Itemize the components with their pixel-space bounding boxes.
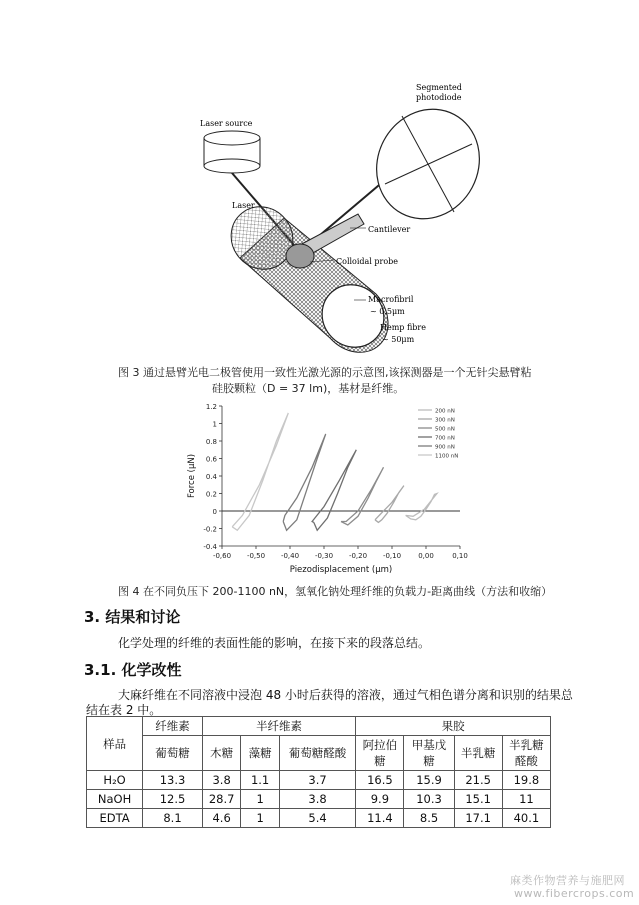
- figure-3-caption-line-2: 硅胶颗粒（D = 37 lm)，基材是纤维。: [212, 382, 405, 395]
- table-cell: 21.5: [454, 771, 502, 790]
- x-tick-label: -0,50: [246, 552, 266, 560]
- x-tick-label: -0,40: [280, 552, 300, 560]
- photodiode-label-2: photodiode: [416, 93, 462, 102]
- table-cell: 12.5: [143, 790, 203, 809]
- table-cell: 8.1: [143, 809, 203, 828]
- y-tick-label: 0: [212, 508, 217, 516]
- group-header-hemicellulose: 半纤维素: [202, 717, 355, 736]
- table-cell: 11.4: [356, 809, 404, 828]
- subheader-cell: 阿拉伯糖: [356, 736, 404, 771]
- series-line: [375, 486, 404, 523]
- laser-label: Laser: [232, 201, 255, 210]
- x-tick-label: -0,30: [314, 552, 334, 560]
- section-3-1-heading: 3.1. 化学改性: [84, 661, 182, 679]
- subheader-cell: 藻糖: [241, 736, 279, 771]
- y-tick-label: -0.4: [203, 543, 217, 551]
- row-label: H₂O: [87, 771, 143, 790]
- table-subheader-row: [87, 736, 551, 771]
- y-tick-label: 1: [212, 420, 217, 429]
- table-row: [87, 790, 551, 809]
- watermark-line-1: 麻类作物营养与施肥网: [510, 874, 625, 887]
- table-cell: 19.8: [502, 771, 550, 790]
- laser-source-label: Laser source: [200, 119, 253, 128]
- section-3-1-paragraph-line-1: 大麻纤维在不同溶液中浸泡 48 小时后获得的溶液，通过气相色谱分离和识别的结果总: [118, 688, 573, 702]
- figure-4-chart: [168, 398, 478, 576]
- table-cell: 3.7: [279, 771, 356, 790]
- table-cell: 4.6: [202, 809, 241, 828]
- y-tick-label: 0.2: [205, 490, 217, 499]
- table-2: [86, 716, 551, 828]
- watermark-line-2: www.fibercrops.com: [514, 887, 635, 900]
- subheader-cell: 半乳糖: [454, 736, 502, 771]
- figure-3-schematic: [180, 68, 480, 358]
- y-axis-label: Force (μN): [187, 453, 197, 499]
- y-tick-label: 1.2: [205, 403, 217, 411]
- group-header-pectin: 果胶: [356, 717, 551, 736]
- photodiode-icon: [358, 91, 480, 237]
- table-cell: 8.5: [404, 809, 454, 828]
- legend-label: 700 nN: [435, 435, 455, 442]
- photodiode-label-1: Segmented: [416, 83, 462, 92]
- subheader-cell: 半乳糖醛酸: [502, 736, 550, 771]
- laser-source-icon: [204, 131, 260, 173]
- macrofibril-size: ~ 0.5μm: [370, 307, 405, 316]
- x-tick-label: -0,60: [212, 552, 232, 560]
- y-tick-label: 0.4: [205, 473, 217, 481]
- figure-3-caption-line-1: 图 3 通过悬臂光电二极管使用一致性光激光源的示意图,该探测器是一个无针尖悬臂粘: [118, 366, 532, 379]
- table-header-row: [87, 717, 551, 736]
- legend-label: 200 nN: [435, 408, 455, 415]
- subheader-cell: 木糖: [202, 736, 241, 771]
- x-tick-label: -0,20: [348, 552, 368, 560]
- x-tick-label: 0,10: [452, 552, 468, 560]
- sample-header: 样品: [87, 717, 143, 771]
- group-header-cellulose: 纤维素: [143, 717, 203, 736]
- table-cell: 16.5: [356, 771, 404, 790]
- legend-label: 1100 nN: [435, 453, 459, 460]
- y-tick-label: -0.2: [203, 525, 217, 534]
- table-row: [87, 771, 551, 790]
- table-cell: 9.9: [356, 790, 404, 809]
- hemp-fibre-label: Hemp fibre: [380, 323, 426, 332]
- table-cell: 5.4: [279, 809, 356, 828]
- table-cell: 40.1: [502, 809, 550, 828]
- table-cell: 15.1: [454, 790, 502, 809]
- legend-label: 900 nN: [435, 444, 455, 451]
- table-cell: 3.8: [279, 790, 356, 809]
- subheader-cell: 葡萄糖: [143, 736, 203, 771]
- section-3-paragraph: 化学处理的纤维的表面性能的影响，在接下来的段落总结。: [118, 636, 431, 650]
- table-cell: 1: [241, 790, 279, 809]
- macrofibril-label: Macrofibril: [368, 295, 414, 304]
- series-line: [341, 467, 384, 525]
- series-line: [283, 434, 326, 530]
- colloidal-probe-label: Colloidal probe: [336, 257, 399, 266]
- section-3-1-paragraph-line-2: 结在表 2 中。: [86, 703, 162, 717]
- y-tick-label: 0.8: [205, 438, 217, 446]
- cantilever-label: Cantilever: [368, 225, 411, 234]
- x-axis-label: Piezodisplacement (μm): [289, 565, 393, 575]
- table-cell: 28.7: [202, 790, 241, 809]
- legend-label: 500 nN: [435, 426, 455, 433]
- section-3-heading: 3. 结果和讨论: [84, 608, 181, 626]
- table-cell: 1: [241, 809, 279, 828]
- colloidal-probe-icon: [286, 244, 314, 268]
- table-cell: 3.8: [202, 771, 241, 790]
- row-label: NaOH: [87, 790, 143, 809]
- table-cell: 13.3: [143, 771, 203, 790]
- table-cell: 10.3: [404, 790, 454, 809]
- table-cell: 17.1: [454, 809, 502, 828]
- subheader-cell: 葡萄糖醛酸: [279, 736, 356, 771]
- figure-4-caption: 图 4 在不同负压下 200-1100 nN，氢氧化钠处理纤维的负载力-距离曲线（方法和收缩）: [118, 585, 553, 598]
- table-cell: 1.1: [241, 771, 279, 790]
- series-line: [406, 494, 437, 520]
- x-tick-label: 0,00: [418, 552, 434, 560]
- hemp-fibre-size: ~ 50μm: [382, 335, 415, 344]
- subheader-cell: 甲基戊糖: [404, 736, 454, 771]
- x-tick-label: -0,10: [382, 552, 402, 560]
- series-line: [232, 413, 288, 530]
- table-cell: 15.9: [404, 771, 454, 790]
- table-row: [87, 809, 551, 828]
- legend-label: 300 nN: [435, 417, 455, 424]
- table-cell: 11: [502, 790, 550, 809]
- row-label: EDTA: [87, 809, 143, 828]
- y-tick-label: 0.6: [205, 455, 217, 464]
